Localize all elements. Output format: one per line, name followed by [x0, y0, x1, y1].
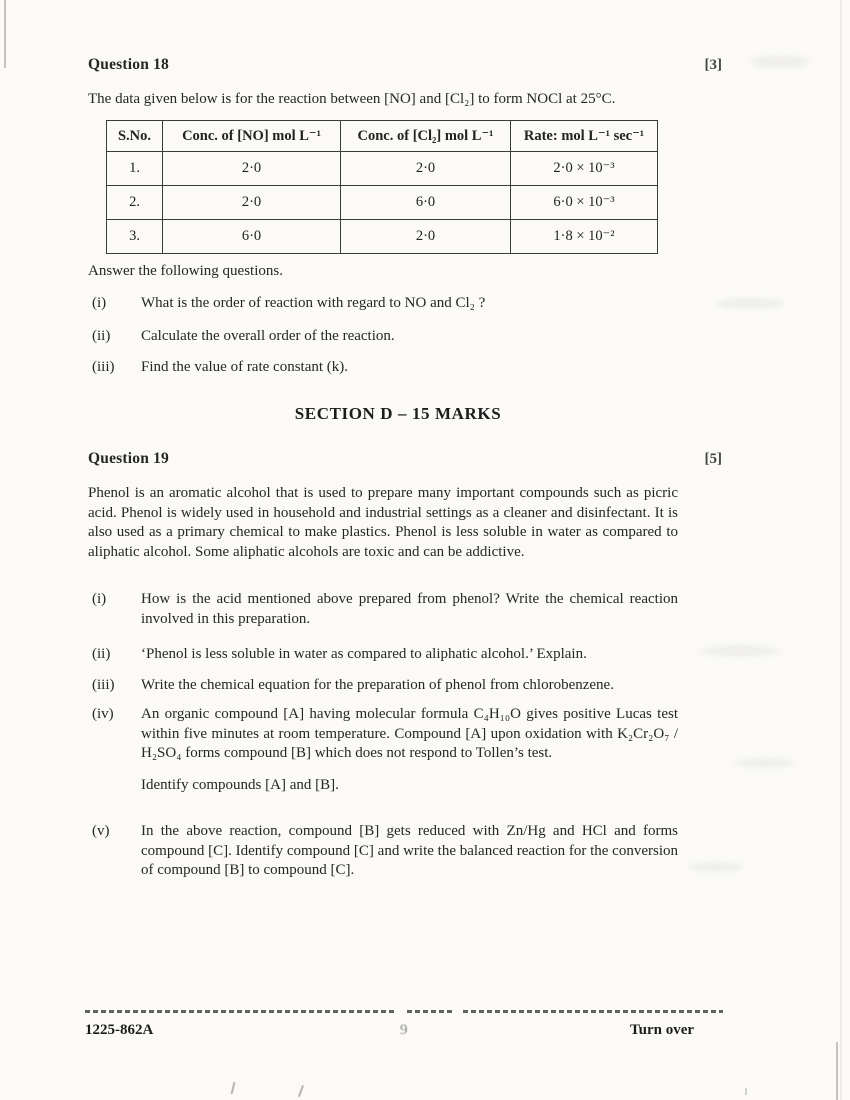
scan-artifact: [836, 1042, 838, 1100]
table-cell: 6·0 × 10⁻³: [511, 186, 658, 220]
table-cell: 2.: [107, 186, 163, 220]
table-cell: 2·0 × 10⁻³: [511, 152, 658, 186]
subquestion-number: (iv): [92, 706, 114, 722]
subquestion-text: In the above reaction, compound [B] gets reduced with Zn/Hg and HCl and forms compound [C]. Identify compound [C] and write the balanced reaction for the conversion of compound [B] to compound [C].: [141, 823, 678, 878]
scan-artifact: [750, 55, 810, 68]
subquestion-number: (iii): [92, 677, 115, 693]
subquestion-text: ‘Phenol is less soluble in water as compared to aliphatic alcohol.’ Explain.: [141, 646, 587, 662]
table-row: [107, 220, 658, 254]
subquestion-number: (i): [92, 591, 107, 607]
table-cell: 2·0: [163, 186, 341, 220]
q18-subquestion-ii: [88, 327, 678, 347]
scan-artifact: [745, 1088, 747, 1095]
question-18-title: Question 18: [88, 56, 170, 73]
question-19-title: Question 19: [88, 450, 170, 467]
question-19-marks: [5]: [704, 451, 722, 467]
scan-artifact: [735, 758, 795, 768]
table-cell: 1·8 × 10⁻²: [511, 220, 658, 254]
q19-subquestion-iv: [88, 705, 678, 795]
subquestion-number: (iii): [92, 359, 115, 375]
q19-subquestion-iii: [88, 676, 678, 696]
scan-artifact: [715, 298, 785, 309]
page-number: 9: [400, 1022, 408, 1038]
reaction-rate-table: [106, 120, 658, 254]
answer-prompt: Answer the following questions.: [88, 263, 283, 279]
table-row: [107, 152, 658, 186]
scan-artifact: [298, 1085, 304, 1097]
footer-divider: [463, 1010, 723, 1013]
footer-divider: [407, 1010, 455, 1013]
subquestion-text: An organic compound [A] having molecular formula C₄H₁₀O gives positive Lucas test within five minutes at room temperature. Compound [A] upon oxidation with K₂Cr₂O₇ / H₂SO₄ forms compound [B] which does not respond to Tollen’s test.: [141, 706, 678, 761]
question-18-marks: [3]: [704, 57, 722, 73]
scan-artifact: [700, 645, 780, 657]
scan-artifact: [231, 1082, 235, 1094]
subquestion-number: (v): [92, 823, 110, 839]
q19-subquestion-ii: [88, 645, 678, 665]
scan-artifact: [688, 862, 743, 872]
subquestion-text: Find the value of rate constant (k).: [141, 359, 349, 375]
table-cell: 2·0: [163, 152, 341, 186]
scan-artifact: [4, 0, 6, 68]
table-cell: 1.: [107, 152, 163, 186]
table-row: [107, 186, 658, 220]
subquestion-text: What is the order of reaction with regard to NO and Cl₂ ?: [141, 295, 486, 311]
table-header-cell: Rate: mol L⁻¹ sec⁻¹: [511, 121, 658, 152]
subquestion-text: How is the acid mentioned above prepared from phenol? Write the chemical reaction involved in this preparation.: [141, 591, 678, 627]
table-header-cell: Conc. of [Cl₂] mol L⁻¹: [341, 121, 511, 152]
table-cell: 6·0: [163, 220, 341, 254]
subquestion-text: Write the chemical equation for the preparation of phenol from chlorobenzene.: [141, 677, 614, 693]
footer-divider: [85, 1010, 397, 1013]
scan-artifact: [840, 0, 842, 1100]
subquestion-text: Identify compounds [A] and [B].: [141, 776, 339, 793]
table-cell: 6·0: [341, 186, 511, 220]
q19-subquestion-i: [88, 590, 678, 629]
subquestion-number: (ii): [92, 328, 111, 344]
table-cell: 2·0: [341, 220, 511, 254]
table-header-cell: S.No.: [107, 121, 163, 152]
table-cell: 3.: [107, 220, 163, 254]
question-19-header: [88, 450, 722, 468]
q18-subquestion-iii: [88, 358, 678, 378]
paper-code: 1225-862A: [85, 1022, 154, 1038]
table-header-row: [107, 121, 658, 152]
section-d-heading: SECTION D – 15 MARKS: [294, 404, 502, 423]
question-19-intro: Phenol is an aromatic alcohol that is used to prepare many important compounds such as picric acid. Phenol is widely used in household and industrial settings as a cleaner and disinfectant. It is also used as a primary chemical to make plastics. Phenol is less soluble in water as compared to aliphatic alcohol. Some aliphatic alcohols are toxic and can be addictive.: [88, 485, 678, 560]
subquestion-number: (ii): [92, 646, 111, 662]
subquestion-text: Calculate the overall order of the reaction.: [141, 328, 395, 344]
question-18-header: [88, 56, 722, 74]
question-18-intro: The data given below is for the reaction between [NO] and [Cl₂] to form NOCl at 25°C.: [88, 91, 616, 107]
q19-subquestion-v: [88, 822, 678, 881]
turn-over-label: Turn over: [630, 1022, 695, 1038]
table-header-cell: Conc. of [NO] mol L⁻¹: [163, 121, 341, 152]
table-cell: 2·0: [341, 152, 511, 186]
subquestion-number: (i): [92, 295, 107, 311]
q18-subquestion-i: [88, 294, 678, 314]
